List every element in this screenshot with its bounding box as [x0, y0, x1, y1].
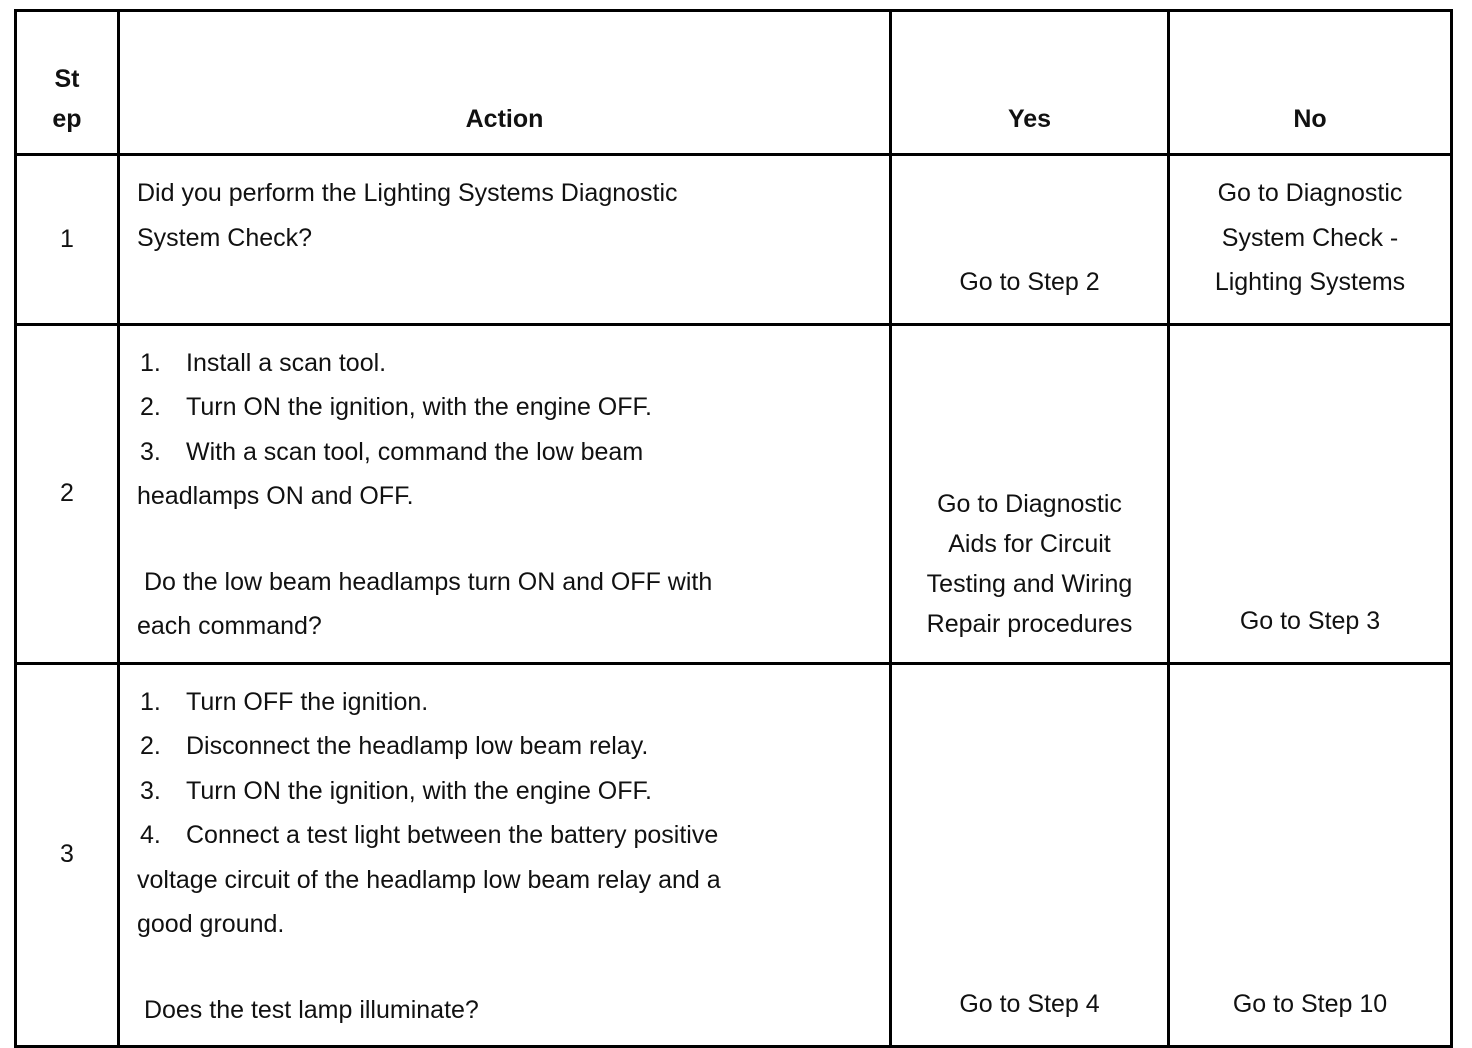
action-cell [119, 155, 891, 325]
yes-link[interactable]: Go to Step 2 [959, 268, 1100, 296]
action-text: Did you perform the Lighting Systems Diagnostic [137, 179, 678, 207]
list-number: 3. [140, 437, 161, 466]
table-row [16, 663, 1452, 1046]
action-cell [119, 663, 891, 1046]
yes-header: Yes [891, 11, 1169, 155]
list-text: Connect a test light between the battery positive [186, 821, 719, 849]
no-link[interactable]: Go to Diagnostic [1217, 179, 1403, 207]
no-cell [1169, 324, 1452, 663]
question-text: each command? [137, 612, 322, 640]
list-text: Turn ON the ignition, with the engine OFF. [186, 776, 652, 805]
step-header [16, 11, 119, 155]
list-number: 4. [140, 821, 161, 849]
list-number: 2. [140, 732, 161, 760]
no-link[interactable]: Go to Step 3 [1239, 607, 1381, 635]
list-text: Disconnect the headlamp low beam relay. [186, 732, 649, 760]
list-item [137, 769, 889, 814]
no-header: No [1169, 11, 1452, 155]
list-item [137, 724, 889, 769]
list-item [137, 430, 889, 475]
step-number: 3 [16, 663, 119, 1046]
step-number: 2 [16, 324, 119, 663]
list-continuation: headlamps ON and OFF. [137, 482, 414, 510]
yes-link[interactable]: Repair procedures [926, 609, 1133, 638]
yes-cell [891, 663, 1169, 1046]
list-item [137, 385, 889, 430]
table-row [16, 324, 1452, 663]
table-row [16, 155, 1452, 325]
list-number: 3. [140, 776, 161, 805]
list-number: 1. [140, 348, 161, 377]
no-cell [1169, 155, 1452, 325]
yes-cell [891, 155, 1169, 325]
spacer [137, 519, 889, 560]
yes-cell [891, 324, 1169, 663]
spacer [137, 947, 889, 988]
list-text: Install a scan tool. [186, 348, 387, 377]
yes-link[interactable]: Go to Step 4 [959, 990, 1100, 1018]
list-item [137, 341, 889, 386]
step-header-line2: ep [52, 105, 82, 133]
action-header: Action [119, 11, 891, 155]
question-text: Does the test lamp illuminate? [137, 995, 479, 1024]
header-row [16, 11, 1452, 155]
yes-link[interactable]: Aids for Circuit [948, 529, 1111, 558]
no-link[interactable]: Go to Step 10 [1232, 990, 1388, 1018]
list-continuation: good ground. [137, 910, 285, 938]
question-text: Do the low beam headlamps turn ON and OFF with [137, 567, 713, 596]
no-cell [1169, 663, 1452, 1046]
list-item [137, 680, 889, 725]
list-text: Turn ON the ignition, with the engine OFF. [186, 393, 652, 421]
list-text: With a scan tool, command the low beam [186, 437, 644, 466]
no-link[interactable]: System Check - [1221, 223, 1399, 252]
list-continuation: voltage circuit of the headlamp low beam relay and a [137, 865, 721, 894]
yes-link[interactable]: Testing and Wiring [926, 569, 1133, 598]
list-text: Turn OFF the ignition. [186, 687, 429, 716]
yes-link[interactable]: Go to Diagnostic [937, 489, 1122, 518]
list-number: 1. [140, 687, 161, 716]
list-item [137, 813, 889, 858]
action-cell [119, 324, 891, 663]
list-number: 2. [140, 393, 161, 421]
step-number: 1 [16, 155, 119, 325]
no-link[interactable]: Lighting Systems [1214, 268, 1406, 296]
diagnostic-table [14, 9, 1453, 1048]
step-header-line1: St [54, 65, 80, 93]
action-text: System Check? [137, 223, 313, 252]
